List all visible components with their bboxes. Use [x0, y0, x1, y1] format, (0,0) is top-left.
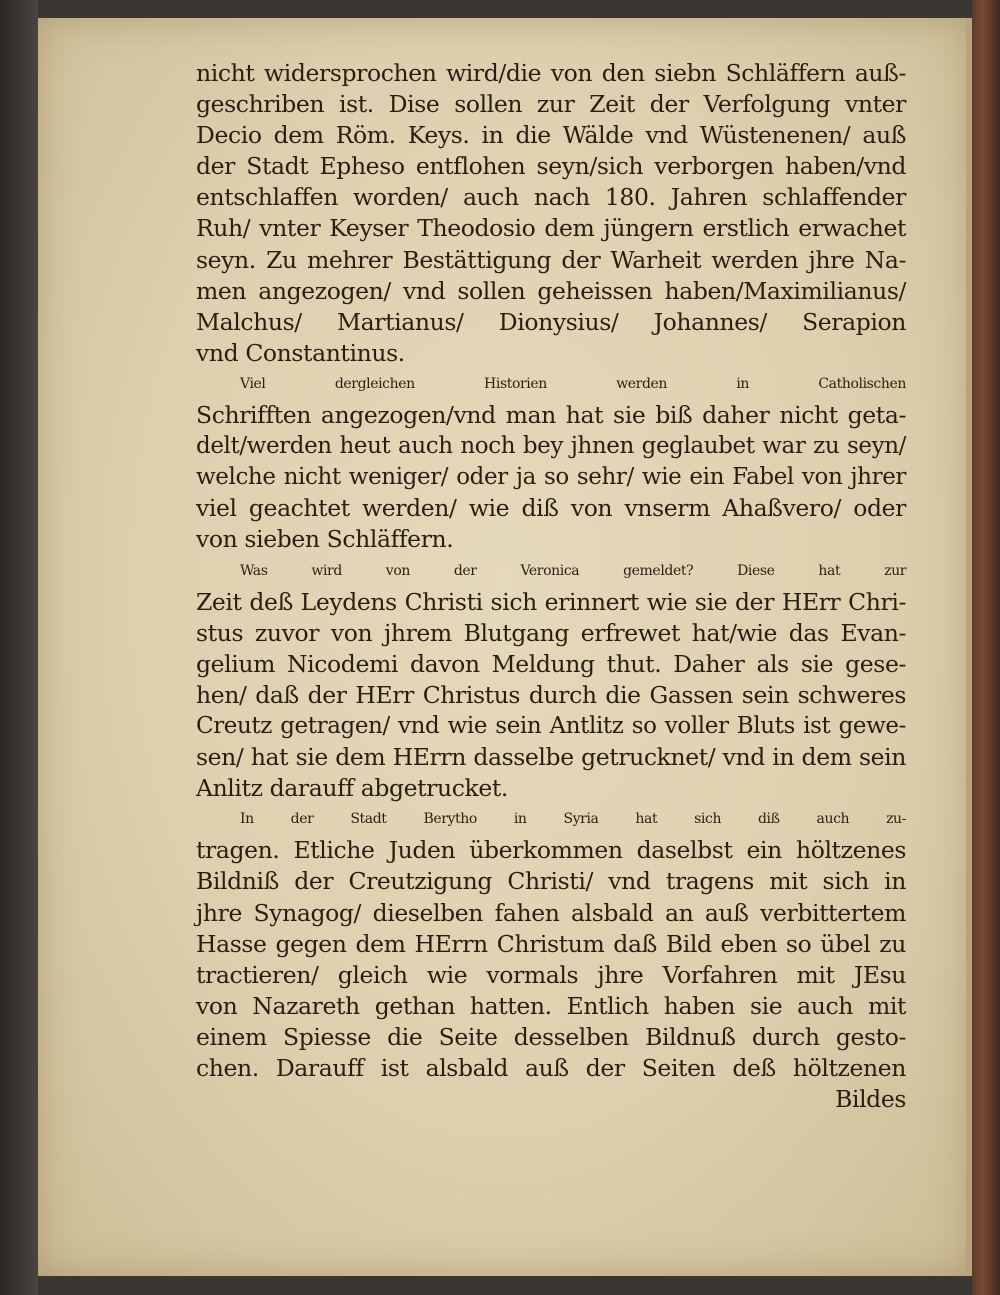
text-line: jhre Synagog/ dieselben fahen alsbald an auß verbittertem — [196, 898, 906, 927]
text-line: Ruh/ vnter Keyser Theodosio dem jüngern erstlich erwachet — [196, 214, 906, 243]
text-line: gelium Nicodemi davon Meldung thut. Daher als sie gese- — [196, 649, 906, 678]
text-line: nicht widersprochen wird/die von den siebn Schläffern auß- — [196, 59, 906, 87]
text-line: viel geachtet werden/ wie diß von vnserm Ahaßvero/ oder — [196, 494, 906, 523]
text-line: Malchus/ Martianus/ Dionysius/ Johannes/ Serapion — [196, 307, 906, 336]
book-cover-left — [0, 0, 38, 1295]
text-line: einem Spiesse die Seite desselben Bildnuß durch gesto- — [196, 1022, 906, 1051]
text-line: chen. Darauff ist alsbald auß der Seiten deß höltzenen — [196, 1054, 906, 1082]
text-line: geschriben ist. Dise sollen zur Zeit der Verfolgung vnter — [196, 90, 906, 119]
text-line: hen/ daß der HErr Christus durch die Gassen sein schweres — [196, 680, 906, 709]
text-line: der Stadt Epheso entflohen seyn/sich verborgen haben/vnd — [196, 152, 906, 181]
text-line: seyn. Zu mehrer Bestättigung der Warheit werden jhre Na- — [196, 245, 906, 274]
text-line: von Nazareth gethan hatten. Entlich haben sie auch mit — [196, 991, 906, 1020]
text-line: welche nicht weniger/ oder ja so sehr/ wie ein Fabel von jhrer — [196, 464, 906, 491]
text-line: tragen. Etliche Juden überkommen daselbst ein höltzenes — [196, 836, 906, 865]
text-line: Bildniß der Creutzigung Christi/ vnd tragens mit sich in — [196, 867, 906, 896]
text-line: Anlitz darauff abgetrucket. — [196, 774, 508, 803]
text-line: stus zuvor von jhrem Blutgang erfrewet hat/wie das Evan- — [196, 618, 906, 647]
page-text — [196, 58, 906, 1115]
text-line: Zeit deß Leydens Christi sich erinnert wie sie der HErr Chri- — [196, 587, 906, 616]
text-line: Decio dem Röm. Keys. in die Wälde vnd Wüstenenen/ auß — [196, 121, 906, 150]
text-line: sen/ hat sie dem HErrn dasselbe getrucknet/ vnd in dem sein — [196, 743, 906, 772]
text-line: Hasse gegen dem HErrn Christum daß Bild eben so übel zu — [196, 929, 906, 958]
text-line: In der Stadt Berytho in Syria hat sich diß auch zu- — [240, 811, 906, 828]
text-line: delt/werden heut auch noch bey jhnen geglaubet war zu seyn/ — [196, 433, 906, 460]
text-line: Creutz getragen/ vnd wie sein Antlitz so voller Bluts ist gewe- — [196, 712, 906, 739]
text-line: men angezogen/ vnd sollen geheissen haben/Maximilianus/ — [196, 276, 906, 305]
text-line: Was wird von der Veronica gemeldet? Diese hat zur — [240, 562, 906, 579]
book-cover-right — [972, 0, 1000, 1295]
text-line: tractieren/ gleich wie vormals jhre Vorfahren mit JEsu — [196, 960, 906, 989]
text-line: entschlaffen worden/ auch nach 180. Jahren schlaffender — [196, 183, 906, 212]
catchword: Bildes — [835, 1085, 906, 1114]
text-line: vnd Constantinus. — [196, 338, 405, 367]
text-line: Schrifften angezogen/vnd man hat sie biß daher nicht geta- — [196, 401, 906, 430]
text-line: von sieben Schläffern. — [196, 525, 454, 554]
text-line: Viel dergleichen Historien werden in Catholischen — [240, 375, 906, 392]
